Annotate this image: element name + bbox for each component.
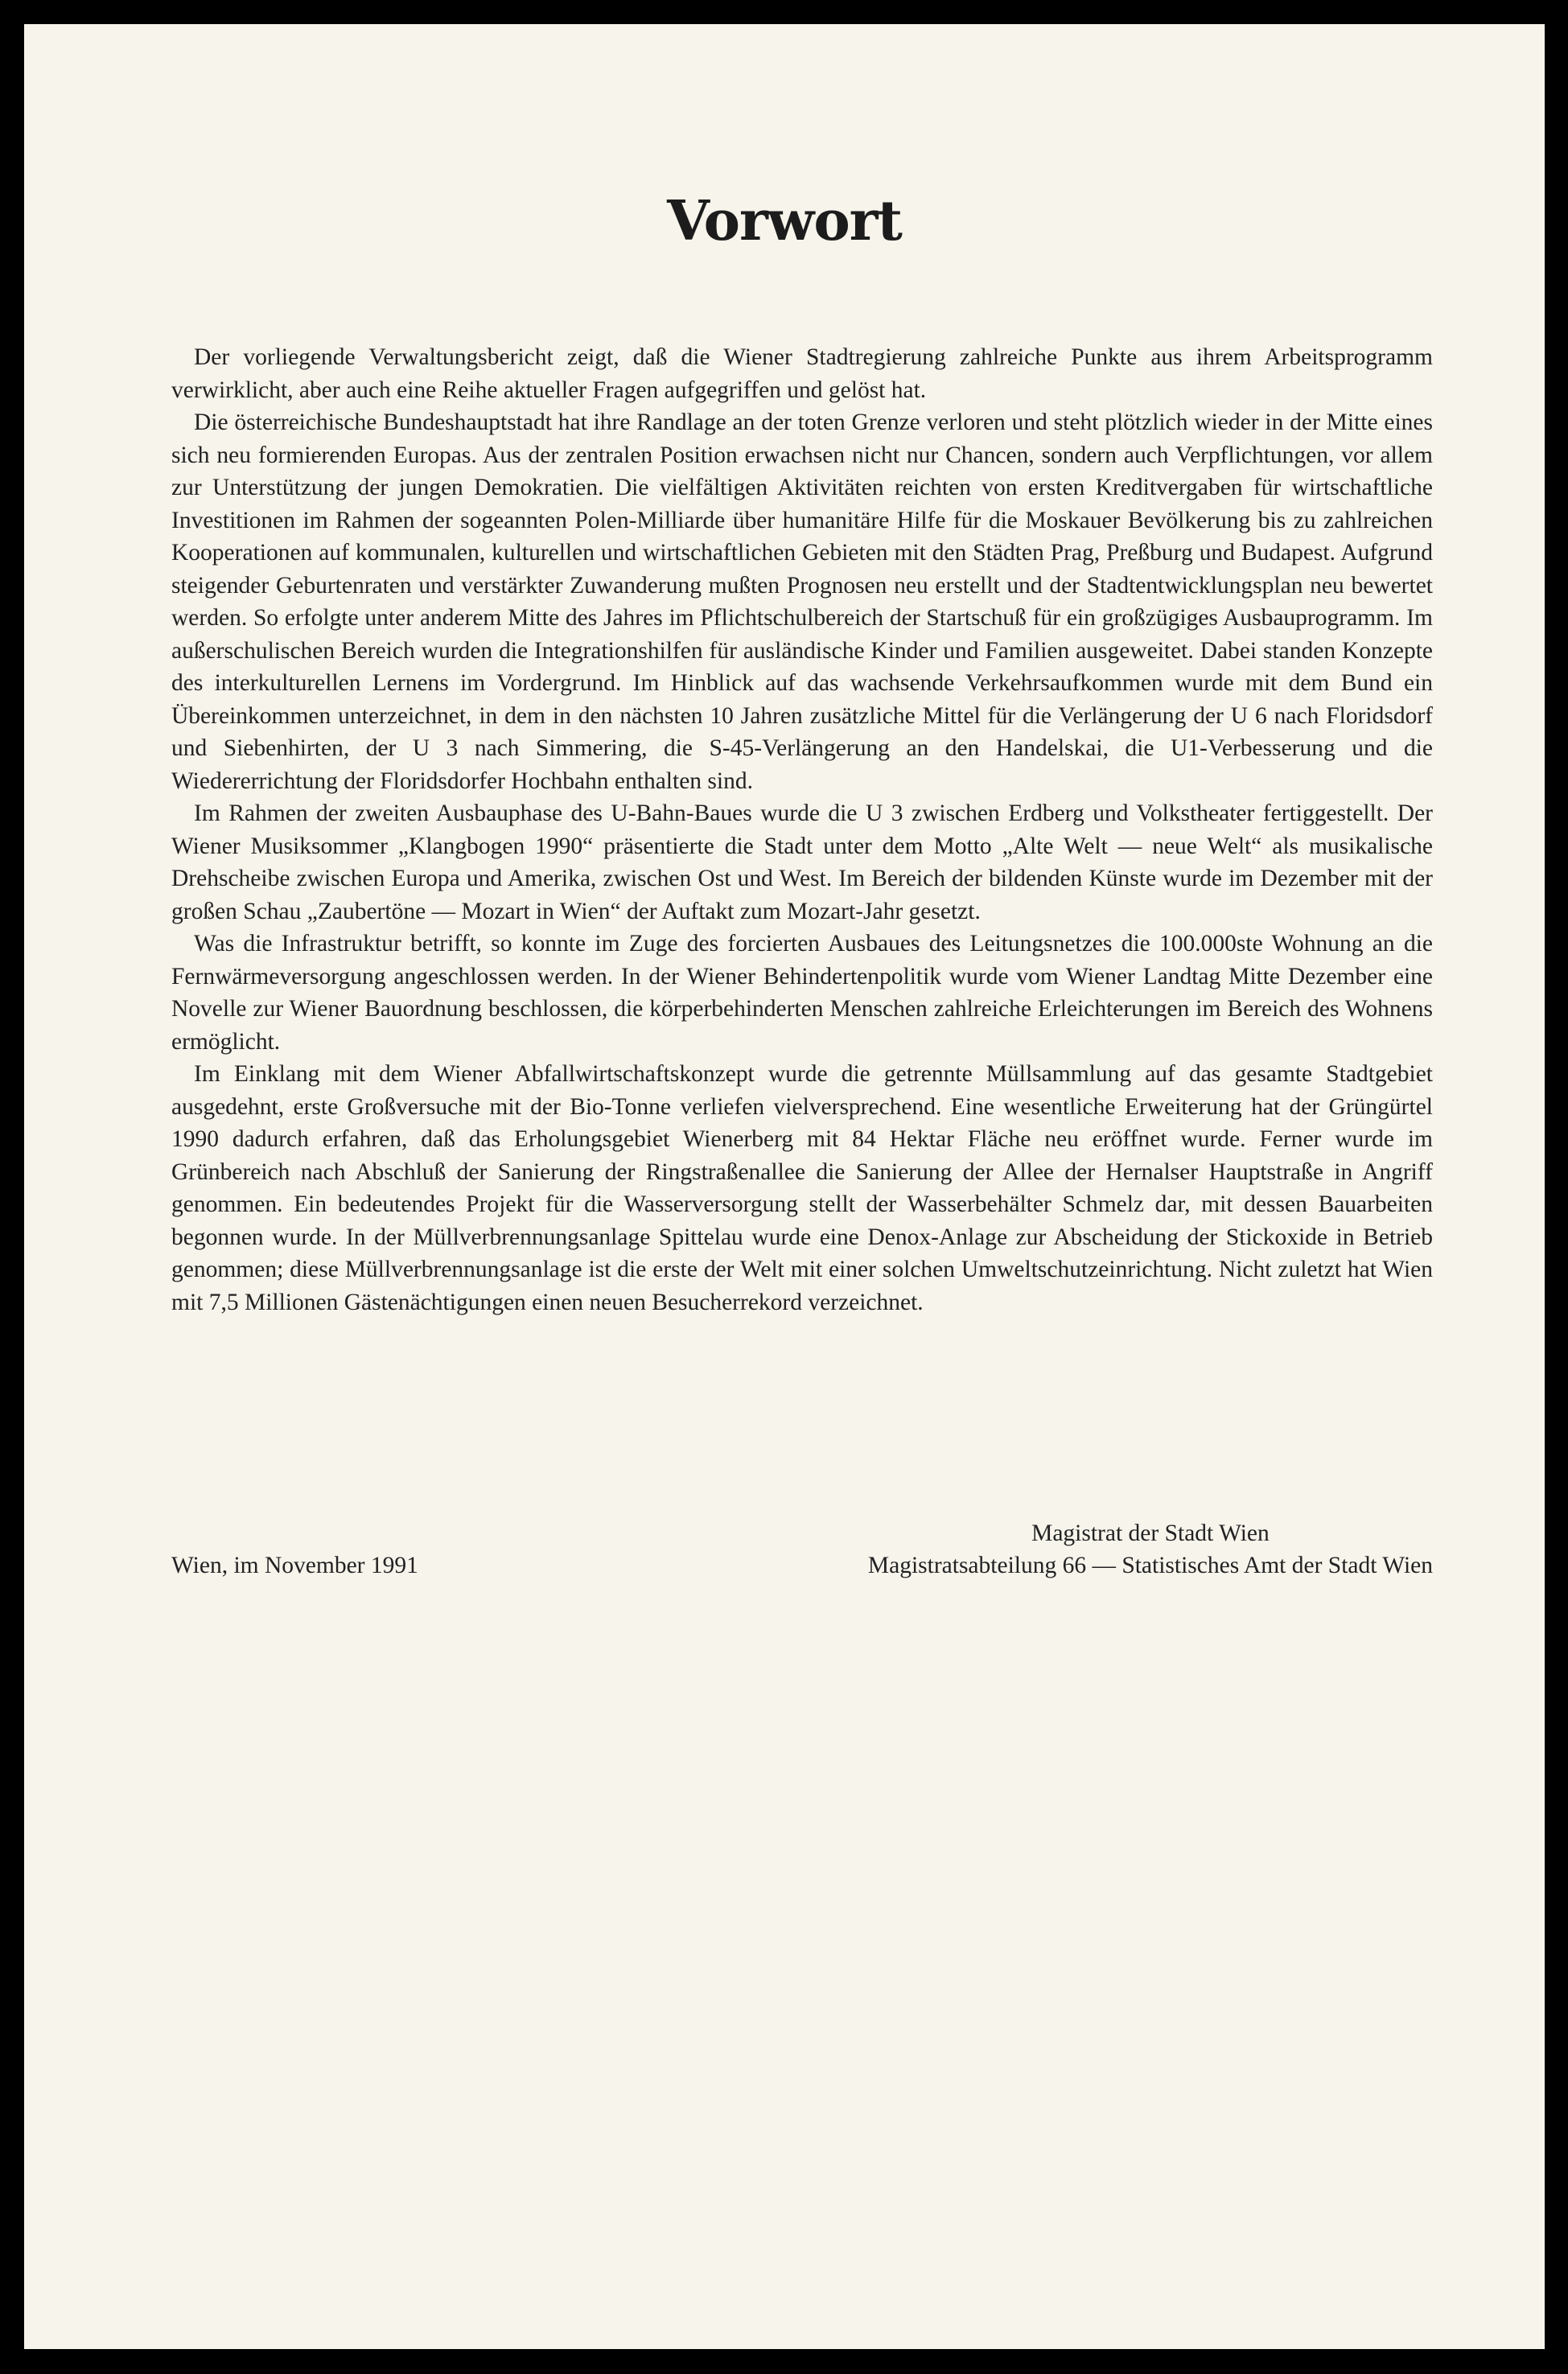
foreword-body (171, 341, 1433, 1319)
place-date: Wien, im November 1991 (171, 1553, 418, 1578)
document-page (24, 24, 1545, 2349)
issuer-block (868, 1517, 1433, 1582)
issuer-line-2: Magistratsabteilung 66 — Statistisches Amt der Stadt Wien (867, 1553, 1433, 1578)
paragraph: Was die Infrastruktur betrifft, so konnte im Zuge des forcierten Ausbaues des Leitungsnetzes die 100.000ste Wohnung an die Fernwärmeversorgung angeschlossen werden. In der Wiener Behindertenpolitik wurde vom Wiener Landtag Mitte Dezember eine Novelle zur Wiener Bauordnung beschlossen, die körperbehinderten Menschen zahlreiche Erleichterungen im Bereich des Wohnens ermöglicht. (171, 931, 1433, 1055)
paragraph: Der vorliegende Verwaltungsbericht zeigt, daß die Wiener Stadtregierung zahlreiche Punkte aus ihrem Arbeitsprogramm verwirklicht, aber auch eine Reihe aktueller Fragen aufgegriffen und gelöst hat. (171, 344, 1433, 403)
paragraph: Im Einklang mit dem Wiener Abfallwirtschaftskonzept wurde die getrennte Müllsammlung auf das gesamte Stadtgebiet ausgedehnt, erste Großversuche mit der Bio-Tonne verliefen vielversprechend. Eine wesentliche Erweiterung hat der Grüngürtel 1990 dadurch erfahren, daß das Erholungsgebiet Wienerberg mit 84 Hektar Fläche neu eröffnet wurde. Ferner wurde im Grünbereich nach Abschluß der Sanierung der Ringstraßenallee die Sanierung der Allee der Hernalser Hauptstraße in Angriff genommen. Ein bedeutendes Projekt für die Wasserversorgung stellt der Wasserbehälter Schmelz dar, mit dessen Bauarbeiten begonnen wurde. In der Müllverbrennungsanlage Spittelau wurde eine Denox-Anlage zur Abscheidung der Stickoxide in Betrieb genommen; diese Müllverbrennungsanlage ist die erste der Welt mit einer solchen Umweltschutzeinrichtung. Nicht zuletzt hat Wien mit 7,5 Millionen Gästenächtigungen einen neuen Besucherrekord verzeichnet. (171, 1061, 1433, 1315)
page-title: Vorwort (667, 189, 902, 253)
paragraph: Die österreichische Bundeshauptstadt hat ihre Randlage an der toten Grenze verloren und steht plötzlich wieder in der Mitte eines sich neu formierenden Europas. Aus der zentralen Position erwachsen nicht nur Chancen, sondern auch Verpflichtungen, vor allem zur Unterstützung der jungen Demokratien. Die vielfältigen Aktivitäten reichten von ersten Kreditvergaben für wirtschaftliche Investitionen im Rahmen der sogeannten Polen-Milliarde über humanitäre Hilfe für die Moskauer Bevölkerung bis zu zahlreichen Kooperationen auf kommunalen, kulturellen und wirtschaftlichen Gebieten mit den Städten Prag, Preßburg und Budapest. Aufgrund steigender Geburtenraten und verstärkter Zuwanderung mußten Prognosen neu erstellt und der Stadtentwicklungsplan neu bewertet werden. So erfolgte unter anderem Mitte des Jahres im Pflichtschulbereich der Startschuß für ein großzügiges Ausbauprogramm. Im außerschulischen Bereich wurden die Integrationshilfen für ausländische Kinder und Familien ausgeweitet. Dabei standen Konzepte des interkulturellen Lernens im Vordergrund. Im Hinblick auf das wachsende Verkehrsaufkommen wurde mit dem Bund ein Übereinkommen unterzeichnet, in dem in den nächsten 10 Jahren zusätzliche Mittel für die Verlängerung der U 6 nach Floridsdorf und Siebenhirten, der U 3 nach Simmering, die S-45-Verlängerung an den Handelskai, die U1-Verbesserung und die Wiedererrichtung der Floridsdorfer Hochbahn enthalten sind. (171, 409, 1433, 794)
paragraph: Im Rahmen der zweiten Ausbauphase des U-Bahn-Baues wurde die U 3 zwischen Erdberg und Volkstheater fertiggestellt. Der Wiener Musiksommer „Klangbogen 1990“ präsentierte die Stadt unter dem Motto „Alte Welt — neue Welt“ als musikalische Drehscheibe zwischen Europa und Amerika, zwischen Ost und West. Im Bereich der bildenden Künste wurde im Dezember mit der großen Schau „Zaubertöne — Mozart in Wien“ der Auftakt zum Mozart-Jahr gesetzt. (171, 800, 1433, 924)
issuer-line-1: Magistrat der Stadt Wien (1031, 1520, 1270, 1546)
